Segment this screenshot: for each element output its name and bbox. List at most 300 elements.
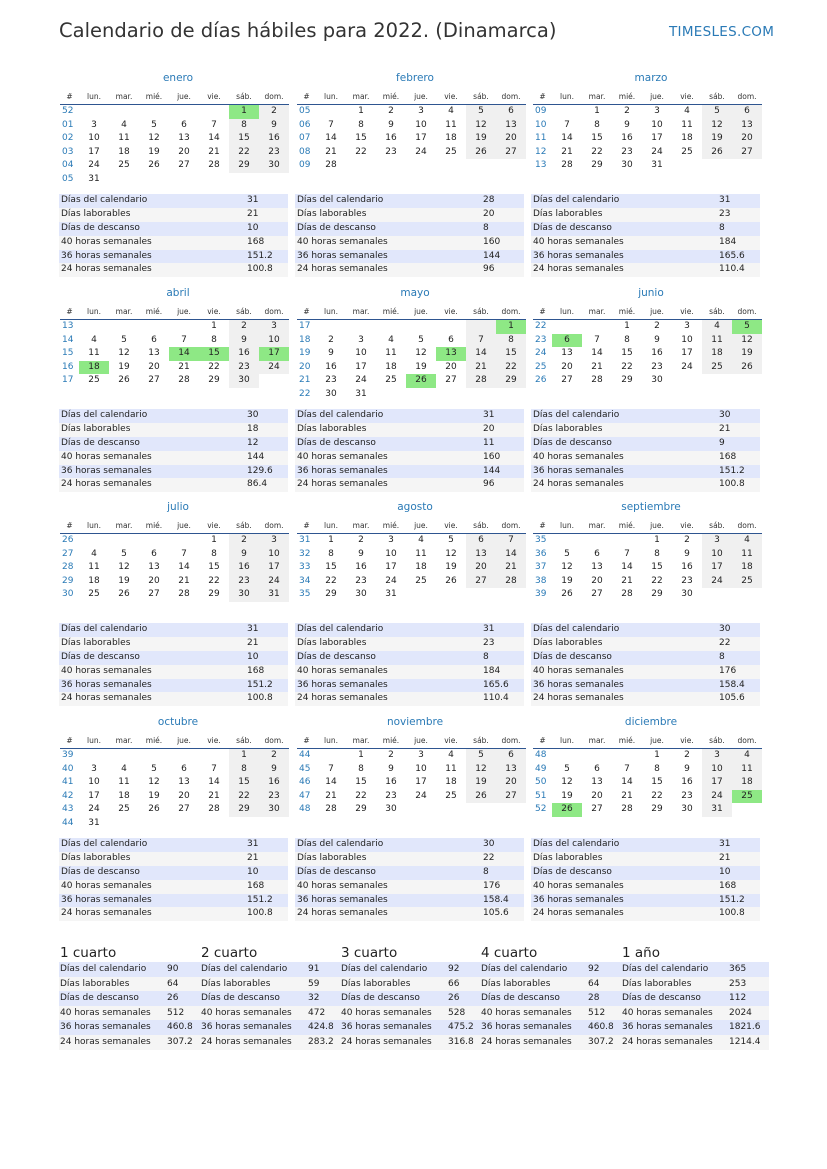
day-cell: 15 — [355, 777, 367, 787]
stats-value: 176 — [483, 880, 501, 891]
weekday-header: mar. — [109, 734, 139, 749]
stats-value: 8 — [483, 866, 489, 877]
weekday-header: mié. — [376, 305, 406, 320]
weekday-header: mié. — [139, 90, 169, 105]
week-number: 22 — [299, 388, 311, 399]
month-name: junio — [638, 287, 664, 299]
day-cell: 8 — [594, 119, 600, 130]
empty-day-cell — [436, 588, 466, 602]
weekday-header: vie. — [199, 734, 229, 749]
empty-day-cell — [436, 159, 466, 173]
empty-day-cell — [109, 320, 139, 334]
weekday-header: vie. — [199, 519, 229, 534]
month-calendar — [533, 287, 757, 388]
empty-day-cell — [139, 320, 169, 334]
day-cell: 3 — [91, 763, 97, 774]
stats-row — [59, 880, 288, 894]
quarter-value: 253 — [729, 978, 747, 989]
day-cell: 25 — [118, 804, 130, 814]
day-cell: 19 — [118, 575, 130, 586]
day-cell: 13 — [732, 119, 762, 133]
day-cell: 22 — [229, 146, 259, 160]
weekday-header: # — [297, 305, 316, 320]
empty-day-cell — [79, 749, 109, 763]
stats-row — [531, 208, 760, 222]
day-cell: 19 — [445, 562, 457, 572]
week-number: 14 — [62, 334, 74, 345]
stats-value: 151.2 — [719, 465, 745, 476]
stats-label: 40 horas semanales — [297, 665, 388, 676]
week-number: 24 — [535, 348, 547, 358]
stats-value: 31 — [719, 839, 731, 849]
day-cell: 28 — [561, 160, 573, 170]
day-cell: 27 — [466, 575, 496, 589]
day-cell: 17 — [681, 348, 693, 358]
stats-label: Días del calendario — [61, 624, 148, 634]
day-cell: 29 — [651, 589, 663, 599]
week-number: 32 — [299, 548, 311, 559]
day-cell: 14 — [496, 548, 526, 562]
stats-row — [295, 437, 524, 451]
day-cell: 27 — [178, 160, 190, 170]
day-cell: 21 — [621, 790, 633, 801]
weekday-header: sáb. — [702, 305, 732, 320]
quarter-value: 64 — [167, 978, 179, 989]
week-number: 36 — [535, 548, 547, 559]
stats-value: 100.8 — [719, 908, 745, 919]
day-cell: 25 — [732, 790, 762, 804]
week-number: 43 — [62, 804, 74, 814]
stats-row — [59, 208, 288, 222]
stats-row — [295, 250, 524, 264]
weekday-header: mar. — [582, 305, 612, 320]
stats-label: 24 horas semanales — [61, 479, 152, 490]
day-cell: 31 — [259, 588, 289, 602]
day-cell: 22 — [208, 575, 220, 586]
week-number: 13 — [535, 160, 547, 170]
quarter-title: 2 cuarto — [201, 945, 258, 961]
month-stats — [295, 838, 524, 921]
day-cell: 22 — [355, 790, 367, 801]
quarter-value: 475.2 — [448, 1022, 474, 1033]
quarter-row — [200, 1020, 348, 1035]
stats-value: 9 — [719, 437, 725, 448]
day-cell: 4 — [121, 119, 127, 130]
week-number: 40 — [62, 763, 74, 774]
day-cell: 3 — [388, 535, 394, 545]
stats-row — [59, 907, 288, 921]
weekday-header: mié. — [376, 734, 406, 749]
empty-day-cell — [79, 534, 109, 548]
day-cell: 4 — [702, 320, 732, 334]
week-number: 44 — [299, 750, 311, 760]
stats-row — [531, 451, 760, 465]
day-cell: 1 — [229, 749, 259, 763]
day-cell: 6 — [496, 105, 526, 119]
day-cell: 22 — [208, 361, 220, 372]
empty-day-cell — [406, 320, 436, 334]
stats-row — [531, 679, 760, 693]
empty-day-cell — [552, 749, 582, 763]
weekday-header: lun. — [316, 305, 346, 320]
quarter-row — [200, 1006, 348, 1021]
quarter-value: 472 — [308, 1007, 326, 1018]
month-name: octubre — [157, 716, 199, 728]
empty-day-cell — [139, 534, 169, 548]
empty-day-cell — [552, 320, 582, 334]
empty-day-cell — [169, 749, 199, 763]
quarter-row — [621, 1035, 769, 1050]
weekday-header: vie. — [436, 90, 466, 105]
day-cell: 23 — [681, 790, 693, 801]
day-cell: 3 — [259, 320, 289, 334]
day-cell: 9 — [388, 119, 394, 130]
stats-label: Días del calendario — [297, 624, 384, 634]
quarter-label: Días de descanso — [481, 993, 560, 1004]
day-cell: 18 — [445, 777, 457, 787]
day-cell: 15 — [651, 562, 663, 572]
day-cell: 13 — [436, 347, 466, 361]
day-cell: 11 — [445, 763, 457, 774]
stats-value: 30 — [247, 410, 259, 420]
quarter-row — [480, 1006, 628, 1021]
stats-row — [295, 623, 524, 637]
stats-value: 10 — [247, 651, 259, 662]
stats-row — [59, 623, 288, 637]
empty-day-cell — [582, 534, 612, 548]
weekday-header: mié. — [612, 90, 642, 105]
day-cell: 11 — [88, 348, 100, 358]
day-cell: 21 — [208, 146, 220, 157]
day-cell: 1 — [624, 321, 630, 331]
quarter-row — [480, 977, 628, 992]
empty-day-cell — [466, 159, 496, 173]
empty-day-cell — [109, 173, 139, 187]
day-cell: 19 — [561, 790, 573, 801]
stats-value: 129.6 — [247, 465, 273, 476]
day-cell: 20 — [445, 361, 457, 372]
week-number: 51 — [535, 790, 547, 801]
day-cell: 2 — [229, 320, 259, 334]
day-cell: 16 — [621, 133, 633, 143]
day-cell: 18 — [118, 146, 130, 157]
quarter-row — [59, 1035, 207, 1050]
quarter-value: 90 — [167, 964, 179, 974]
empty-day-cell — [376, 159, 406, 173]
stats-row — [295, 423, 524, 437]
stats-label: 40 horas semanales — [61, 880, 152, 891]
weekday-header: dom. — [732, 305, 762, 320]
day-cell: 4 — [388, 334, 394, 345]
stats-row — [531, 838, 760, 852]
weekday-header: sáb. — [702, 90, 732, 105]
stats-row — [531, 894, 760, 908]
stats-row — [295, 866, 524, 880]
empty-day-cell — [109, 749, 139, 763]
quarter-row — [200, 962, 348, 977]
stats-label: Días laborables — [61, 637, 131, 648]
day-cell: 21 — [561, 146, 573, 157]
stats-row — [59, 478, 288, 492]
day-cell: 14 — [208, 133, 220, 143]
empty-day-cell — [169, 817, 199, 831]
stats-label: Días de descanso — [533, 651, 612, 662]
month-grid — [533, 734, 757, 817]
stats-value: 151.2 — [719, 894, 745, 905]
day-cell: 7 — [211, 763, 217, 774]
stats-row — [59, 679, 288, 693]
day-cell: 18 — [702, 347, 732, 361]
day-cell: 14 — [621, 562, 633, 572]
stats-label: 36 horas semanales — [533, 894, 624, 905]
quarter-value: 92 — [588, 964, 600, 974]
month-calendar — [60, 501, 284, 602]
day-cell: 16 — [385, 777, 397, 787]
day-cell: 26 — [406, 374, 436, 388]
stats-value: 31 — [483, 410, 495, 420]
quarter-row — [480, 1035, 628, 1050]
day-cell: 17 — [259, 347, 289, 361]
day-cell: 25 — [415, 575, 427, 586]
stats-label: Días de descanso — [297, 222, 376, 233]
day-cell: 20 — [561, 361, 573, 372]
day-cell: 8 — [211, 334, 217, 345]
day-cell: 13 — [591, 777, 603, 787]
quarter-row — [621, 962, 769, 977]
weekday-header: lun. — [316, 519, 346, 534]
quarter-row — [340, 1035, 488, 1050]
month-stats — [59, 409, 288, 492]
empty-day-cell — [229, 173, 259, 187]
day-cell: 1 — [211, 321, 217, 331]
day-cell: 28 — [325, 804, 337, 814]
stats-value: 10 — [247, 222, 259, 233]
day-cell: 24 — [259, 575, 289, 589]
stats-value: 184 — [719, 236, 737, 247]
weekday-header: jue. — [642, 305, 672, 320]
weekday-header: mié. — [612, 305, 642, 320]
day-cell: 3 — [418, 750, 424, 760]
stats-label: Días de descanso — [297, 866, 376, 877]
week-number: 07 — [299, 133, 311, 143]
weekday-header: dom. — [259, 90, 289, 105]
day-cell: 23 — [385, 146, 397, 157]
stats-row — [531, 907, 760, 921]
stats-label: 24 horas semanales — [61, 264, 152, 275]
day-cell: 9 — [358, 548, 364, 559]
week-number: 01 — [62, 119, 74, 130]
month-name: noviembre — [386, 716, 444, 728]
stats-row — [59, 437, 288, 451]
day-cell: 24 — [88, 804, 100, 814]
brand-link[interactable]: TIMESLES.COM — [669, 24, 775, 40]
day-cell: 6 — [448, 334, 454, 345]
weekday-header: sáb. — [466, 734, 496, 749]
stats-row — [59, 651, 288, 665]
week-number: 33 — [299, 562, 311, 572]
stats-row — [295, 236, 524, 250]
day-cell: 19 — [148, 146, 160, 157]
empty-day-cell — [672, 159, 702, 173]
empty-day-cell — [582, 749, 612, 763]
day-cell: 22 — [651, 790, 663, 801]
quarter-value: 112 — [729, 993, 747, 1004]
day-cell: 23 — [229, 361, 259, 375]
quarter-value: 365 — [729, 964, 747, 974]
stats-label: Días laborables — [297, 637, 367, 648]
stats-label: 24 horas semanales — [533, 693, 624, 704]
stats-label: Días laborables — [297, 852, 367, 863]
month-stats — [59, 623, 288, 706]
quarter-label: 40 horas semanales — [201, 1007, 292, 1018]
day-cell: 27 — [178, 804, 190, 814]
day-cell: 1 — [358, 106, 364, 116]
day-cell: 25 — [118, 160, 130, 170]
month-stats — [295, 409, 524, 492]
day-cell: 28 — [208, 804, 220, 814]
quarter-label: 36 horas semanales — [622, 1022, 713, 1033]
quarter-value: 32 — [308, 993, 320, 1004]
day-cell: 15 — [496, 347, 526, 361]
month-stats — [295, 194, 524, 277]
stats-label: Días laborables — [533, 637, 603, 648]
day-cell: 2 — [259, 749, 289, 763]
weekday-header: mar. — [582, 90, 612, 105]
day-cell: 23 — [621, 146, 633, 157]
day-cell: 26 — [552, 803, 582, 817]
day-cell: 4 — [684, 106, 690, 116]
empty-day-cell — [229, 817, 259, 831]
weekday-header: jue. — [406, 734, 436, 749]
quarter-label: Días del calendario — [481, 964, 568, 974]
day-cell: 16 — [229, 347, 259, 361]
weekday-header: lun. — [79, 305, 109, 320]
stats-row — [531, 880, 760, 894]
month-calendar — [297, 287, 521, 401]
month-grid — [60, 734, 284, 830]
day-cell: 1 — [211, 535, 217, 545]
stats-value: 158.4 — [719, 679, 745, 690]
weekday-header: mié. — [376, 519, 406, 534]
page-title: Calendario de días hábiles para 2022. (Dinamarca) — [59, 19, 557, 42]
day-cell: 4 — [91, 334, 97, 345]
day-cell: 12 — [415, 348, 427, 358]
week-number: 41 — [62, 777, 74, 787]
stats-label: Días de descanso — [61, 222, 140, 233]
day-cell: 2 — [328, 334, 334, 345]
day-cell: 15 — [591, 133, 603, 143]
week-number: 50 — [535, 777, 547, 787]
day-cell: 23 — [385, 790, 397, 801]
day-cell: 2 — [684, 750, 690, 760]
quarter-row — [59, 1020, 207, 1035]
stats-row — [531, 692, 760, 706]
month-name: agosto — [397, 501, 433, 513]
day-cell: 11 — [385, 348, 397, 358]
stats-label: Días de descanso — [61, 437, 140, 448]
stats-row — [531, 409, 760, 423]
week-number: 09 — [535, 106, 547, 116]
week-number: 20 — [299, 361, 311, 372]
stats-row — [59, 852, 288, 866]
day-cell: 21 — [466, 361, 496, 375]
day-cell: 3 — [259, 534, 289, 548]
empty-day-cell — [376, 388, 406, 402]
stats-label: Días del calendario — [297, 839, 384, 849]
day-cell: 25 — [445, 146, 457, 157]
empty-day-cell — [702, 159, 732, 173]
day-cell: 17 — [415, 133, 427, 143]
weekday-header: mar. — [109, 305, 139, 320]
stats-value: 165.6 — [719, 250, 745, 261]
day-cell: 9 — [229, 548, 259, 562]
stats-value: 168 — [719, 451, 737, 462]
day-cell: 12 — [118, 348, 130, 358]
stats-value: 31 — [247, 195, 259, 205]
stats-label: Días del calendario — [533, 624, 620, 634]
stats-row — [59, 692, 288, 706]
quarter-label: 24 horas semanales — [341, 1036, 432, 1047]
month-grid — [297, 305, 521, 401]
quarter-row — [200, 1035, 348, 1050]
day-cell: 8 — [624, 334, 630, 345]
empty-day-cell — [406, 588, 436, 602]
empty-day-cell — [436, 320, 466, 334]
stats-row — [531, 665, 760, 679]
day-cell: 22 — [496, 361, 526, 375]
day-cell: 25 — [385, 375, 397, 385]
day-cell: 29 — [208, 375, 220, 385]
day-cell: 28 — [621, 804, 633, 814]
quarter-summary — [200, 945, 348, 1050]
day-cell: 17 — [355, 361, 367, 372]
quarter-summary — [59, 945, 207, 1050]
month-grid — [60, 90, 284, 186]
day-cell: 19 — [732, 347, 762, 361]
stats-row — [59, 838, 288, 852]
stats-value: 151.2 — [247, 679, 273, 690]
day-cell: 19 — [118, 361, 130, 372]
quarter-row — [621, 1020, 769, 1035]
day-cell: 7 — [328, 763, 334, 774]
week-number: 31 — [299, 535, 311, 545]
quarter-summary — [480, 945, 628, 1050]
weekday-header: vie. — [436, 305, 466, 320]
day-cell: 5 — [418, 334, 424, 345]
quarter-row — [59, 977, 207, 992]
quarter-row — [340, 962, 488, 977]
quarter-row — [59, 991, 207, 1006]
day-cell: 7 — [564, 119, 570, 130]
day-cell: 26 — [118, 589, 130, 599]
quarter-label: Días laborables — [341, 978, 411, 989]
day-cell: 29 — [229, 159, 259, 173]
weekday-header: # — [297, 90, 316, 105]
day-cell: 1 — [594, 106, 600, 116]
stats-value: 30 — [719, 410, 731, 420]
day-cell: 23 — [229, 575, 259, 589]
stats-value: 168 — [247, 880, 265, 891]
day-cell: 11 — [732, 763, 762, 777]
weekday-header: mar. — [346, 734, 376, 749]
day-cell: 16 — [259, 132, 289, 146]
quarter-label: Días laborables — [201, 978, 271, 989]
quarter-value: 26 — [448, 993, 460, 1004]
day-cell: 26 — [445, 575, 457, 586]
day-cell: 10 — [651, 119, 663, 130]
weekday-header: sáb. — [229, 90, 259, 105]
month-calendar — [60, 287, 284, 388]
